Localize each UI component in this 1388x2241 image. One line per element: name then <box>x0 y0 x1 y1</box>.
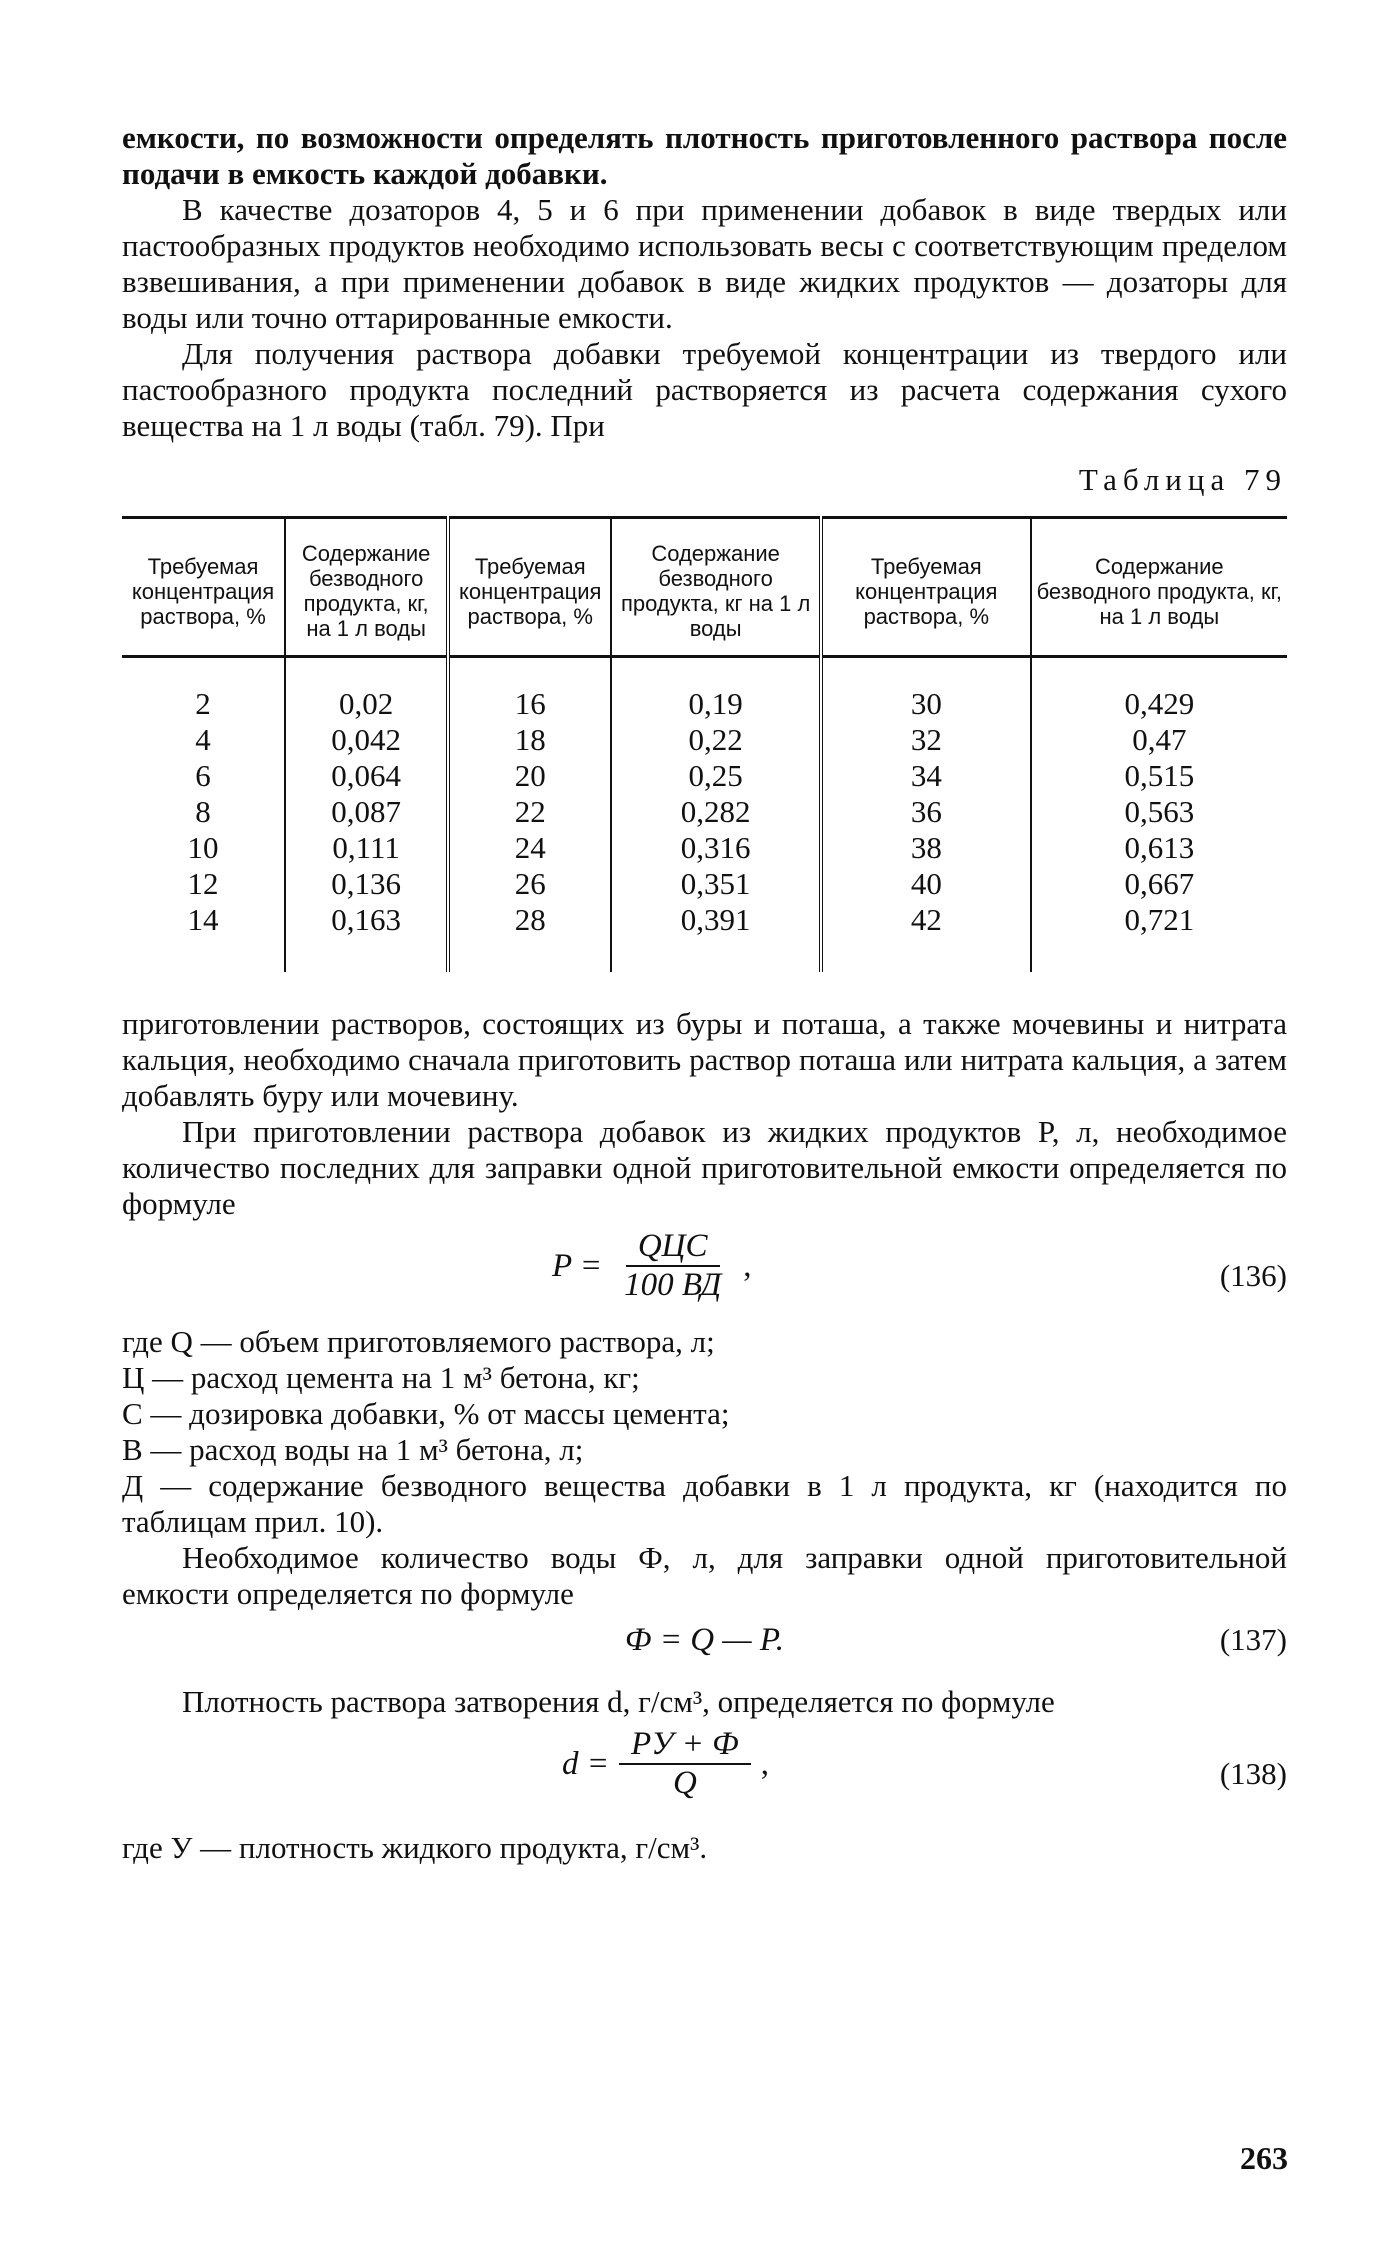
table-cell: 0,111 <box>332 830 400 865</box>
table-cell: 0,563 <box>1124 794 1195 829</box>
formula-136-number: (136) <box>1219 1258 1287 1293</box>
table-cell: 0,47 <box>1132 722 1187 757</box>
formula-138-expression <box>562 1726 769 1802</box>
formula-138-fraction <box>619 1726 751 1802</box>
table-cell: 0,282 <box>680 794 751 829</box>
table-cell: 32 <box>910 722 942 757</box>
formula-136-lhs: P = <box>552 1247 603 1284</box>
table-cell: 28 <box>514 902 546 937</box>
formula-138 <box>122 1726 1287 1816</box>
table-cell: 0,136 <box>331 866 402 901</box>
table-cell: 0,02 <box>339 686 394 721</box>
table-cell: 34 <box>910 758 942 793</box>
definition-b: В — расход воды на 1 м³ бетона, л; <box>122 1432 584 1467</box>
table-cell: 2 <box>195 686 211 721</box>
col-1-values <box>122 657 285 973</box>
table-cell: 0,316 <box>680 830 751 865</box>
document-page <box>122 120 1287 1866</box>
table-cell: 0,25 <box>688 758 743 793</box>
table-cell: 26 <box>514 866 546 901</box>
definition-c-cement: Ц — расход цемента на 1 м³ бетона, кг; <box>122 1360 640 1395</box>
formula-136-fraction <box>612 1228 733 1304</box>
table-cell: 30 <box>910 686 942 721</box>
definition-q: где Q — объем приготовляемого раствора, л; <box>122 1324 715 1359</box>
table-cell: 20 <box>514 758 546 793</box>
table-cell: 4 <box>195 722 211 757</box>
header-col-2: Содержание безводного продукта, кг, на 1 л воды <box>285 518 448 657</box>
table-cell: 0,163 <box>331 902 402 937</box>
table-cell: 0,22 <box>688 722 743 757</box>
formula-138-lhs: d = <box>562 1745 610 1782</box>
formula-138-numerator: PУ + Ф <box>619 1726 751 1765</box>
table-cell: 0,351 <box>680 866 751 901</box>
paragraph-5: При приготовлении раствора добавок из жидких продуктов P, л, необходимое количество последних для заправки одной приготовительной емкости определяется по формуле <box>122 1114 1287 1221</box>
header-col-6: Содержание безводного продукта, кг, на 1 л воды <box>1031 518 1287 657</box>
table-body-row <box>122 657 1287 973</box>
formula-136-tail: , <box>743 1247 752 1284</box>
table-cell: 0,721 <box>1124 902 1195 937</box>
formula-137-number: (137) <box>1219 1622 1287 1657</box>
table-cell: 0,19 <box>688 686 743 721</box>
table-cell: 42 <box>910 902 942 937</box>
table-cell: 0,042 <box>331 722 402 757</box>
definition-d: Д — содержание безводного вещества добавки в 1 л продукта, кг (находится по таблицам прил. 10). <box>122 1468 1287 1539</box>
paragraph-3: Для получения раствора добавки требуемой концентрации из твердого или пастообразного продукта последний растворяется из расчета содержания сухого вещества на 1 л воды (табл. 79). При <box>122 336 1287 443</box>
formula-136 <box>122 1228 1287 1318</box>
definition-c-dosage: С — дозировка добавки, % от массы цемента; <box>122 1396 730 1431</box>
table-cell: 6 <box>195 758 211 793</box>
col-6-values <box>1031 657 1287 973</box>
table-cell: 8 <box>195 794 211 829</box>
col-5-values <box>821 657 1031 973</box>
paragraph-4: приготовлении растворов, состоящих из буры и поташа, а также мочевины и нитрата кальция, необходимо сначала приготовить раствор поташа или нитрата кальция, а затем добавлять буру или мочевину. <box>122 1006 1287 1113</box>
paragraph-7: Плотность раствора затворения d, г/см³, определяется по формуле <box>182 1684 1055 1719</box>
table-header-row <box>122 518 1287 657</box>
table-cell: 14 <box>187 902 219 937</box>
header-col-5: Требуемая концентрация раствора, % <box>821 518 1031 657</box>
paragraph-6: Необходимое количество воды Ф, л, для заправки одной приготовительной емкости определяется по формуле <box>122 1540 1287 1611</box>
table-cell: 0,064 <box>331 758 402 793</box>
table-cell: 22 <box>514 794 546 829</box>
table-cell: 16 <box>514 686 546 721</box>
paragraph-8: где У — плотность жидкого продукта, г/см³. <box>122 1830 708 1865</box>
formula-136-numerator: QЦC <box>626 1228 720 1267</box>
formula-138-number: (138) <box>1219 1756 1287 1791</box>
paragraph-2: В качестве дозаторов 4, 5 и 6 при применении добавок в виде твердых или пастообразных продуктов необходимо использовать весы с соответствующим пределом взвешивания, а при применении добавок в виде жидких продуктов — дозаторы для воды или точно оттарированные емкости. <box>122 192 1287 335</box>
header-col-4: Содержание безводного продукта, кг на 1 л воды <box>611 518 821 657</box>
col-2-values <box>285 657 448 973</box>
definitions-list <box>122 1324 1287 1540</box>
table-caption: Таблица 79 <box>1078 462 1287 497</box>
col-4-values <box>611 657 821 973</box>
formula-136-denominator: 100 ВД <box>624 1267 722 1303</box>
page-number: 263 <box>1240 2140 1288 2176</box>
table-cell: 0,667 <box>1124 866 1195 901</box>
table-cell: 0,515 <box>1124 758 1195 793</box>
col-3-values <box>448 657 611 973</box>
header-col-1: Требуемая концентрация раствора, % <box>122 518 285 657</box>
formula-137-expression: Ф = Q — P. <box>624 1622 785 1658</box>
header-col-3: Требуемая концентрация раствора, % <box>448 518 611 657</box>
table-cell: 40 <box>910 866 942 901</box>
table-cell: 24 <box>514 830 546 865</box>
table-cell: 10 <box>187 830 219 865</box>
table-79 <box>122 516 1287 972</box>
table-cell: 0,391 <box>680 902 751 937</box>
table-cell: 0,429 <box>1124 686 1195 721</box>
paragraph-1: емкости, по возможности определять плотность приготовленного раствора после подачи в емкость каждой добавки. <box>122 120 1287 191</box>
table-cell: 0,087 <box>331 794 402 829</box>
table-cell: 12 <box>187 866 219 901</box>
table-cell: 0,613 <box>1124 830 1195 865</box>
table-cell: 36 <box>910 794 942 829</box>
table-cell: 38 <box>910 830 942 865</box>
formula-136-expression <box>552 1228 752 1304</box>
formula-138-tail: , <box>760 1745 769 1782</box>
table-cell: 18 <box>514 722 546 757</box>
formula-137 <box>122 1622 1287 1666</box>
formula-138-denominator: Q <box>672 1765 697 1801</box>
